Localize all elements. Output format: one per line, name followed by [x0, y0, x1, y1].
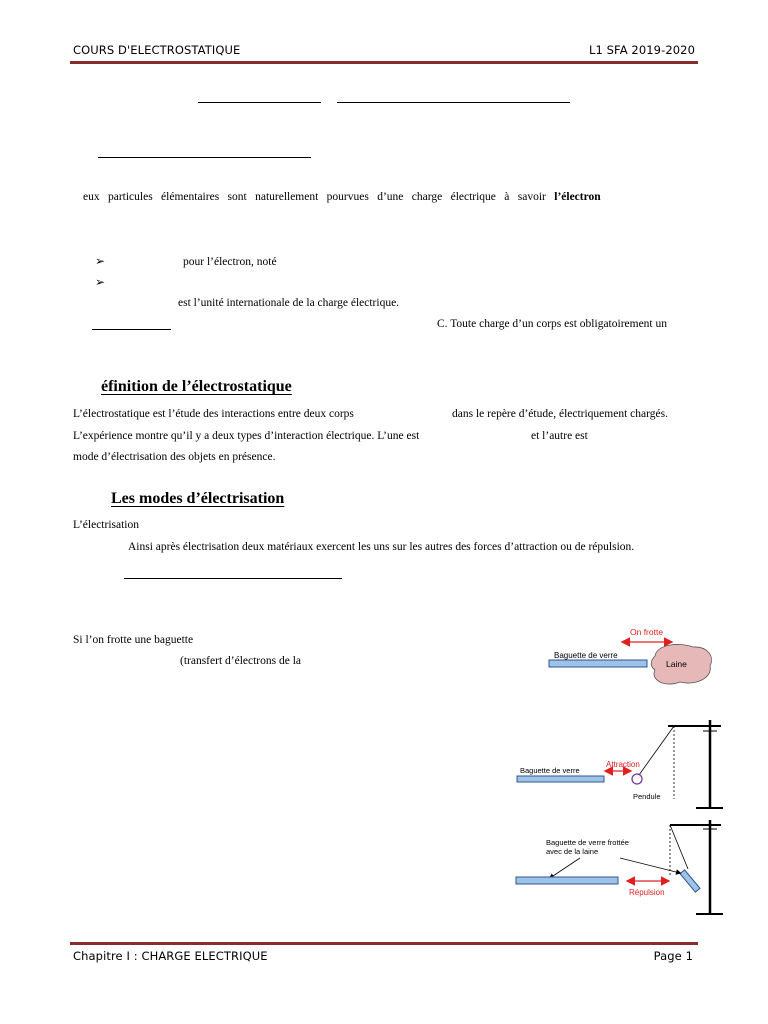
figure-repulsion [510, 817, 730, 919]
fig2-glass-rod [517, 776, 604, 782]
fig1-action-label: On frotte [630, 627, 664, 637]
fig3-pointer-arrow-2 [620, 858, 680, 873]
fig3-pointer-arrow-1 [550, 858, 580, 878]
unit-line: est l’unité internationale de la charge électrique. [178, 297, 400, 309]
header-course-title: COURS D'ELECTROSTATIQUE [73, 43, 241, 57]
fig3-rod-label-2: avec de la laine [546, 847, 599, 856]
intro-bold-electron: l’électron [554, 191, 601, 203]
charge-blank [92, 329, 171, 330]
fig1-glass-rod [549, 660, 647, 667]
friction-line-2: (transfert d’électrons de la [180, 655, 302, 667]
footer-rule [70, 942, 698, 945]
bullet-text-1: pour l’électron, noté [183, 256, 277, 268]
section-title-electrisation-modes: Les modes d’électrisation [111, 490, 285, 507]
footer-chapter: Chapitre I : CHARGE ELECTRIQUE [73, 949, 268, 963]
friction-line-1: Si l’on frotte une baguette [73, 634, 194, 646]
fig2-thread [639, 726, 674, 775]
fig2-pendulum-ball [632, 774, 642, 784]
intro-paragraph [83, 191, 601, 203]
footer-page-number: Page 1 [653, 949, 693, 963]
definition-line-2a: L’expérience montre qu’il y a deux types d’interaction électrique. L’une est [73, 430, 420, 442]
bullet-arrow-1: ➢ [95, 254, 106, 268]
figure-friction [545, 622, 720, 694]
fig3-rod-label-1: Baguette de verre frottée [546, 838, 629, 847]
title-blank-left [198, 102, 321, 103]
fig1-wool-label: Laine [666, 659, 687, 669]
fig2-rod-label: Baguette de verre [520, 766, 580, 775]
electrisation-line-2: Ainsi après électrisation deux matériaux exercent les uns sur les autres des forces d’attraction ou de répulsion. [128, 541, 635, 553]
fig3-force-label: Répulsion [629, 888, 665, 897]
fig3-suspended-rod [680, 870, 700, 892]
fig3-glass-rod [516, 877, 618, 884]
fig2-force-label: Attraction [606, 760, 640, 769]
electrisation-line-1: L’électrisation [73, 519, 139, 531]
fig1-rod-label: Baguette de verre [554, 651, 618, 660]
subtitle-blank [98, 157, 311, 158]
section-title-definition: éfinition de l’électrostatique [101, 378, 292, 395]
definition-line-1b: dans le repère d’étude, électriquement chargés. [452, 408, 668, 420]
subsection-blank [124, 578, 342, 579]
charge-line: C. Toute charge d’un corps est obligatoirement un [437, 318, 667, 330]
header-rule [70, 61, 698, 64]
title-blank-right [337, 102, 570, 103]
bullet-arrow-2: ➢ [95, 275, 106, 289]
intro-text: eux particules élémentaires sont naturellement pourvues d’une charge électrique à savoir [83, 191, 546, 203]
figure-attraction [510, 717, 730, 817]
fig3-thread [670, 825, 688, 869]
header-class-year: L1 SFA 2019-2020 [588, 43, 695, 57]
definition-line-1a: L’électrostatique est l’étude des interactions entre deux corps [73, 408, 354, 420]
definition-line-3: mode d’électrisation des objets en présence. [73, 451, 276, 463]
definition-line-2b: et l’autre est [531, 430, 588, 442]
fig2-pendulum-label: Pendule [633, 792, 661, 801]
